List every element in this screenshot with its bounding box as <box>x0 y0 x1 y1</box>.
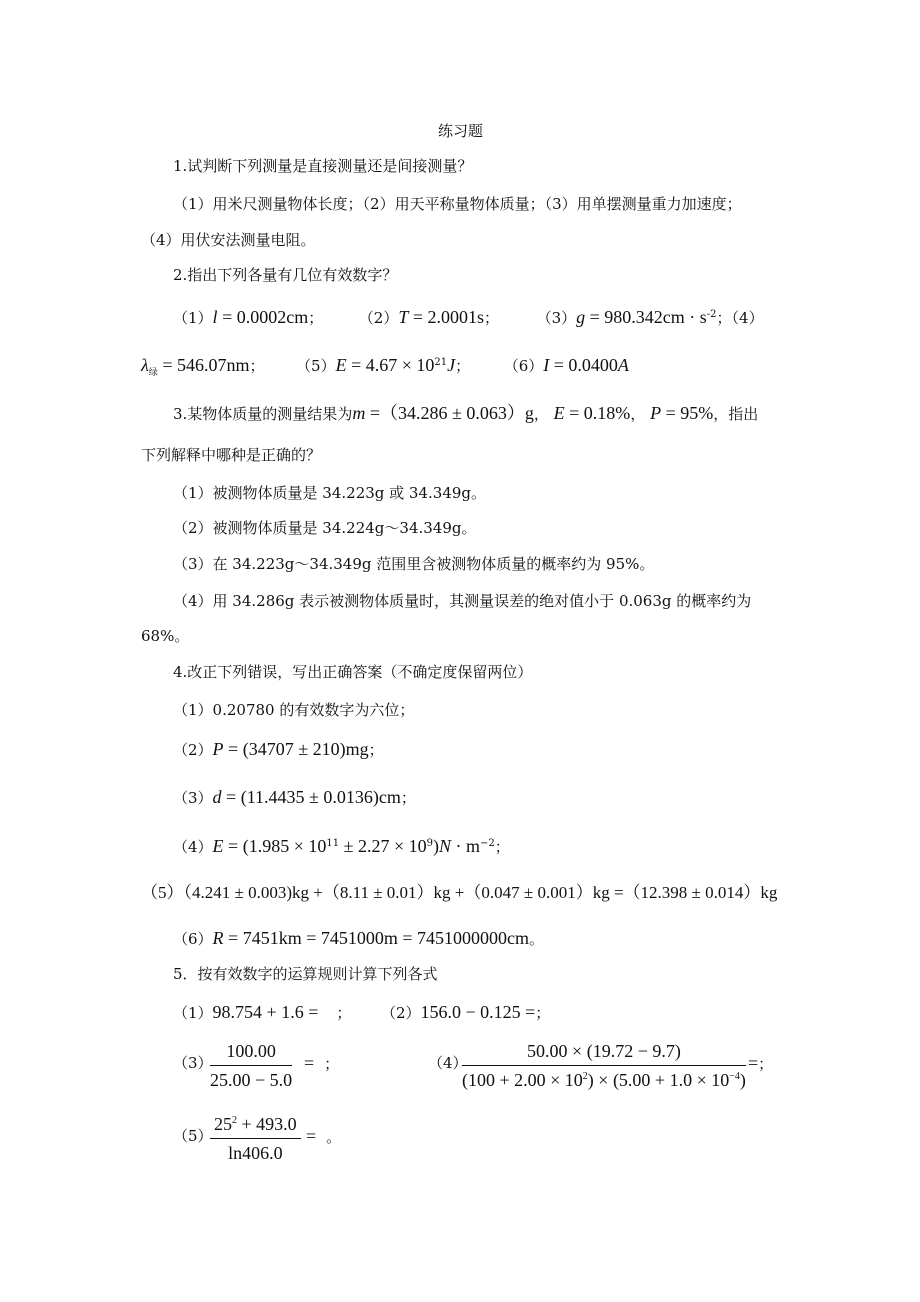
question-3-option-4-cont: 68%。 <box>141 627 190 645</box>
fraction-numerator: $25^2 + 493.0$ <box>210 1113 301 1139</box>
question-3-stem-cont: 下列解释中哪种是正确的？ <box>141 446 322 464</box>
question-3-option-3: （3）在 34.223g～34.349g 范围里含被测物体质量的概率约为 95%。 <box>173 555 655 573</box>
fraction-denominator: $(100 + 2.00 \times 10^2) \times (5.00 + 1.0 \times 10^{-4})$ <box>462 1070 746 1090</box>
question-4-item-3: （3）d = (11.4435 ± 0.0136)cm； <box>173 787 416 807</box>
question-5-item-5-fraction <box>210 1113 301 1164</box>
question-4-stem: 4.改正下列错误，写出正确答案（不确定度保留两位） <box>173 663 533 681</box>
fraction-denominator: 25.00 − 5.0 <box>210 1070 293 1090</box>
question-3-option-2: （2）被测物体质量是 34.224g～34.349g。 <box>173 519 477 537</box>
question-4-item-4: $(4)E = (1.985 \times 10^{11} \pm 2.27 \times 10^9)N \cdot m^{-2}$； <box>173 836 510 856</box>
question-2-items-line2: $\lambda_绿 = 546.07nm$； $(5)E = 4.67 \times 10^{21}J$； （6）I = 0.0400A <box>141 355 629 378</box>
question-4-item-1: （1）0.20780 的有效数字为六位； <box>173 701 415 719</box>
fraction-numerator: 50.00 × (19.72 − 9.7) <box>462 1040 746 1066</box>
question-3-option-1: （1）被测物体质量是 34.223g 或 34.349g。 <box>173 484 487 502</box>
question-5-item-5-eq: = 。 <box>306 1126 342 1146</box>
question-5-item-4-fraction <box>462 1040 746 1091</box>
question-5-item-3-fraction <box>210 1040 292 1091</box>
question-5-item-5-label: （5） <box>173 1127 213 1145</box>
question-3-option-4: （4）用 34.286g 表示被测物体质量时，其测量误差的绝对值小于 0.063g 的概率约为 <box>173 592 752 610</box>
question-2-items-line1: （1）l = 0.0002cm； （2）T = 2.0001s； $(3)g = 980.342cm \cdot s^{-2}$；（4） <box>173 307 764 327</box>
page-title: 练习题 <box>438 122 484 140</box>
question-5-items-line1: （1）98.754 + 1.6 = ； （2）156.0 − 0.125 =； <box>173 1002 551 1022</box>
question-1-items-line2: （4）用伏安法测量电阻。 <box>141 231 316 249</box>
question-5-stem: 5．按有效数字的运算规则计算下列各式 <box>173 965 438 983</box>
question-5-item-4-label: （4） <box>428 1054 468 1072</box>
question-4-item-2: （2）P = (34707 ± 210)mg； <box>173 739 384 759</box>
question-4-item-5: （5）（4.241 ± 0.003)kg +（8.11 ± 0.01）kg +（0.047 ± 0.001）kg =（12.398 ± 0.014）kg <box>141 883 778 902</box>
question-1-stem: 1.试判断下列测量是直接测量还是间接测量？ <box>173 157 473 175</box>
question-4-item-6: （6）R = 7451km = 7451000m = 7451000000cm。 <box>173 928 545 948</box>
fraction-numerator: 100.00 <box>210 1040 292 1066</box>
question-5-item-3-label: （3） <box>173 1054 213 1072</box>
fraction-denominator: ln406.0 <box>228 1143 283 1163</box>
question-2-stem: 2.指出下列各量有几位有效数字？ <box>173 266 398 284</box>
question-5-item-4-eq: =； <box>748 1053 774 1073</box>
question-5-item-3-eq: = ； <box>304 1053 340 1073</box>
question-3-stem: 3.某物体质量的测量结果为m =（34.286 ± 0.063）g， E = 0.18%， P = 95%，指出 <box>173 403 759 423</box>
question-1-items-line1: （1）用米尺测量物体长度；（2）用天平称量物体质量；（3）用单摆测量重力加速度； <box>173 195 742 213</box>
